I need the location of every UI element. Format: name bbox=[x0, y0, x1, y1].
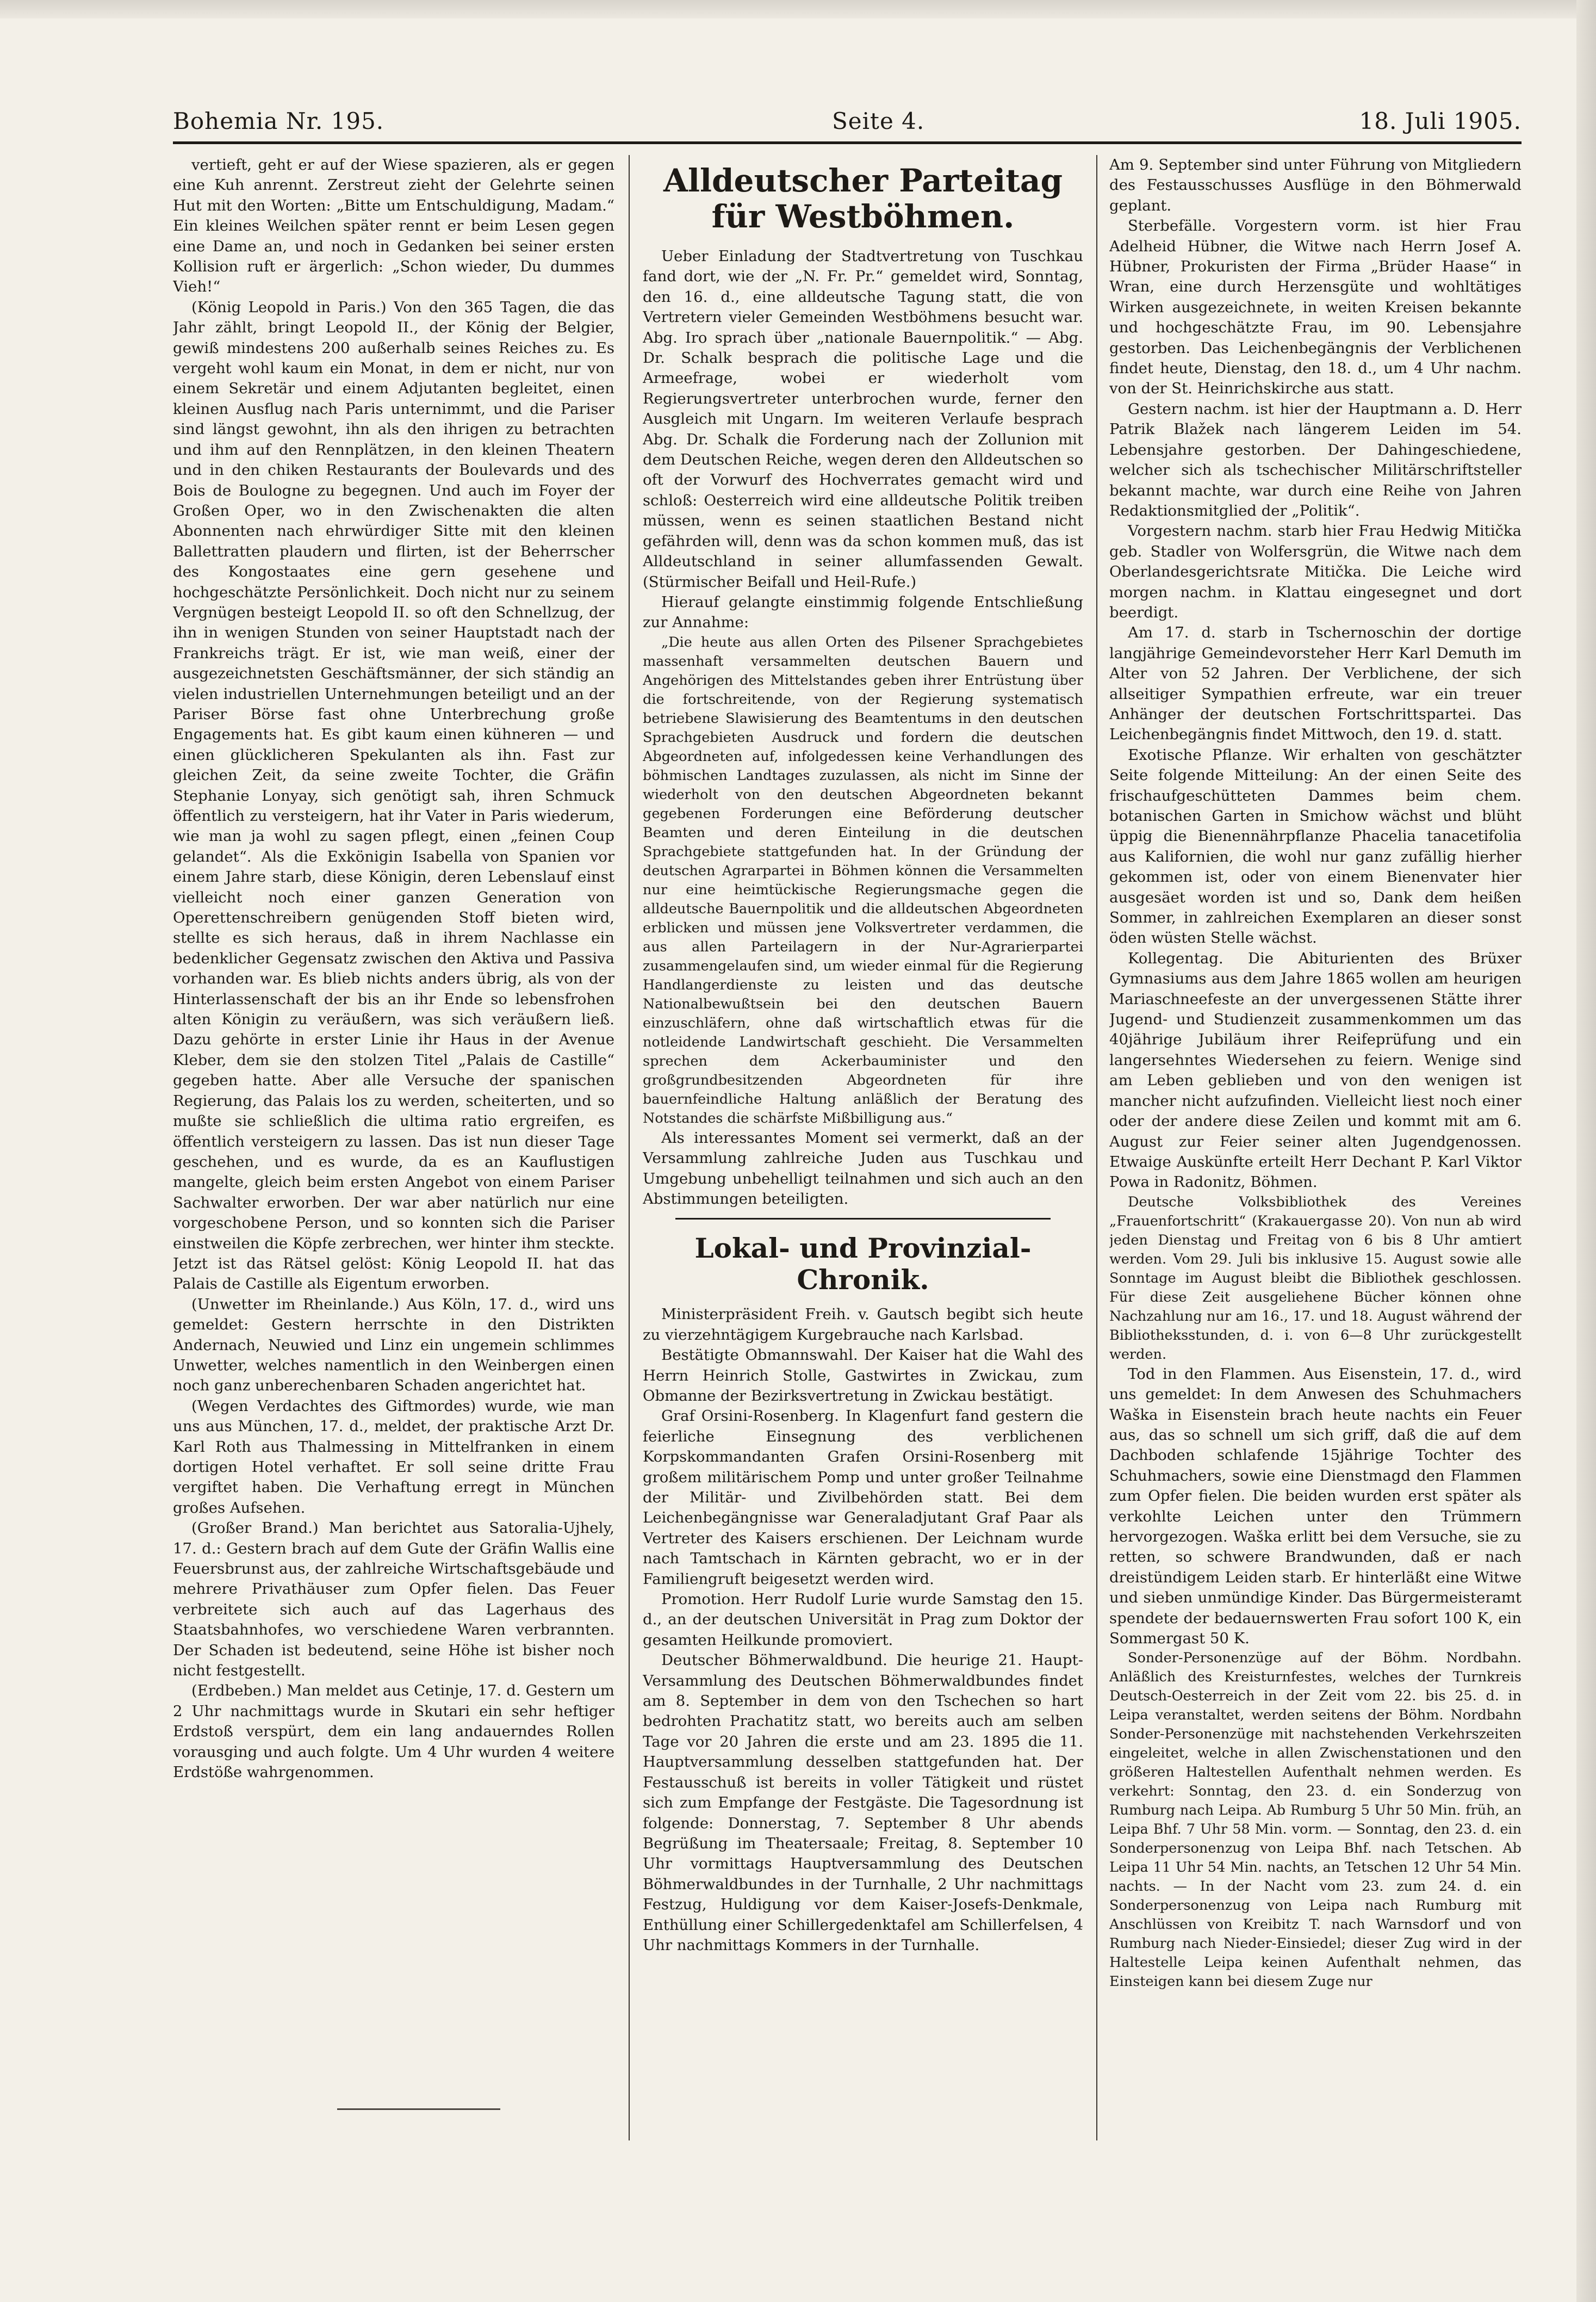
article-grosser-brand: (Großer Brand.) Man berichtet aus Satoralia-Ujhely, 17. d.: Gestern brach auf dem Gute der Gräfin Wallis eine Feuersbrunst aus, der zahlreiche Wirtschaftsgebäude und mehrere Privathäuser zum Opfer fielen. Das Feuer verbreitete sich auch auf das Lagerhaus des Staatsbahnhofes, wo verschiedene Waren verbrannten. Der Schaden ist bedeutend, seine Höhe ist bisher noch nicht festgestellt. bbox=[173, 1519, 614, 1680]
article-paragraph: Am 17. d. starb in Tschernoschin der dortige langjährige Gemeindevorsteher Herr Karl Demuth im Alter von 52 Jahren. Der Verblichene, der sich allseitiger Sympathien erfreute, war ein treuer Anhänger der deutschen Fortschrittspartei. Das Leichenbegängnis findet Mittwoch, den 19. d. statt. bbox=[1109, 624, 1522, 744]
resolution-quote: „Die heute aus allen Orten des Pilsener Sprachgebietes massenhaft versammelten deutschen Bauern und Angehörigen des Mittelstandes geben ihrer Entrüstung über die fortschreitende, von der Regierung systematisch betriebene Slawisierung des Beamtentums in den deutschen Sprachgebieten Ausdruck und fordern die deutschen Abgeordneten auf, infolgedessen keine Verhandlungen des böhmischen Landtages zuzulassen, als nicht im Sinne der wiederholt von den deutschen Abgeordneten bekannt gegebenen Forderungen eine Beförderung deutscher Beamten und deren Einteilung in die deutschen Sprachgebiete stattgefunden hat. In der Gründung der deutschen Agrarpartei in Böhmen können die Versammelten nur eine heimtückische Regierungsmache gegen die alldeutsche Bauernpolitik und die alldeutschen Abgeordneten erblicken und müssen jene Volksvertreter verdammen, die aus allen Parteilagern in der Nur-Agrarierpartei zusammengelaufen sind, um wieder einmal für die Regierung Handlangerdienste zu leisten und das deutsche Nationalbewußtsein bei den deutschen Bauern einzuschläfern, ohne daß wirtschaftlich etwas für die notleidende Landwirtschaft geschieht. Die Versammelten sprechen dem Ackerbauminister und den großgrundbesitzenden Abgeordneten für ihre bauernfeindliche Haltung anläßlich der Beratung des Notstandes die schärfste Mißbilligung aus.“ bbox=[643, 634, 1083, 1127]
header-page-number: Seite 4. bbox=[832, 108, 925, 134]
column-3 bbox=[1109, 155, 1522, 2146]
article-sonderzuege: Sonder-Personenzüge auf der Böhm. Nordbahn. Anläßlich des Kreisturnfestes, welches der Turnkreis Deutsch-Oesterreich in der Zeit vom 22. bis 25. d. in Leipa veranstaltet, werden seitens der Böhm. Nordbahn Sonder-Personenzüge mit nachstehenden Verkehrszeiten eingeleitet, welche in allen Zwischenstationen und den größeren Haltestellen Aufenthalt nehmen werden. Es verkehrt: Sonntag, den 23. d. ein Sonderzug von Rumburg nach Leipa. Ab Rumburg 5 Uhr 50 Min. früh, an Leipa Bhf. 7 Uhr 58 Min. vorm. — Sonntag, den 23. d. ein Sonderpersonenzug von Leipa Bhf. nach Tetschen. Ab Leipa 11 Uhr 54 Min. nachts, an Tetschen 12 Uhr 54 Min. nachts. — In der Nacht vom 23. zum 24. d. ein Sonderpersonenzug von Leipa nach Rumburg mit Anschlüssen von Kreibitz T. nach Warnsdorf und von Rumburg nach Nieder-Einsiedel; dieser Zug wird in der Haltestelle Leipa keinen Aufenthalt nehmen, das Einsteigen kann bei diesem Zuge nur bbox=[1109, 1650, 1522, 1990]
article-erdbeben: (Erdbeben.) Man meldet aus Cetinje, 17. d. Gestern um 2 Uhr nachmittags wurde in Skutari ein sehr heftiger Erdstoß verspürt, dem ein lang andauerndes Rollen vorausging und auch folgte. Um 4 Uhr wurden 4 weitere Erdstöße wahrgenommen. bbox=[173, 1682, 614, 1781]
article-paragraph: Ueber Einladung der Stadtvertretung von Tuschkau fand dort, wie der „N. Fr. Pr.“ gemeldet wird, Sonntag, den 16. d., eine alldeutsche Tagung statt, die von Vertretern vieler Gemeinden Westböhmens besucht war. Abg. Iro sprach über „nationale Bauernpolitik.“ — Abg. Dr. Schalk besprach die politische Lage und die Armeefrage, wobei er wiederholt vom Regierungsvertreter unterbrochen wurde, ferner den Ausgleich mit Ungarn. Im weiteren Verlaufe besprach Abg. Dr. Schalk die Forderung nach der Zollunion mit dem Deutschen Reiche, wegen deren den Alldeutschen so oft der Vorwurf des Hochverrates gemacht wird und schloß: Oesterreich wird eine alldeutsche Politik treiben müssen, wenn es seinen staatlichen Bestand nicht gefährden will, denn was da schon kommen muß, das ist Alldeutschland in seiner allumfassenden Gewalt. (Stürmischer Beifall und Heil-Rufe.) bbox=[643, 247, 1083, 591]
article-volksbibliothek: Deutsche Volksbibliothek des Vereines „Frauenfortschritt“ (Krakauergasse 20). Von nun ab wird jeden Dienstag und Freitag von 6 bis 8 Uhr amtiert werden. Vom 29. Juli bis inklusive 15. August sowie alle Sonntage im August bleibt die Bibliothek geschlossen. Für diese Zeit ausgeliehene Bücher können ohne Nachzahlung nur am 16., 17. und 18. August während der Bibliotheksstunden, d. i. von 6—8 Uhr zurückgestellt werden. bbox=[1109, 1193, 1522, 1363]
article-paragraph: Gestern nachm. ist hier der Hauptmann a. D. Herr Patrik Blažek nach längerem Leiden im 54. Lebensjahre gestorben. Der Dahingeschiedene, welcher sich als tschechischer Militärschriftsteller bekannt machte, war durch eine Reihe von Jahren Redaktionsmitglied der „Politik“. bbox=[1109, 400, 1522, 519]
article-paragraph: Als interessantes Moment sei vermerkt, daß an der Versammlung zahlreiche Juden aus Tuschkau und Umgebung unbehelligt teilnahmen und sich auch an den Abstimmungen beteiligten. bbox=[643, 1129, 1083, 1208]
header-date: 18. Juli 1905. bbox=[1359, 108, 1522, 134]
article-koenig-leopold: (König Leopold in Paris.) Von den 365 Tagen, die das Jahr zählt, bringt Leopold II., der König der Belgier, gewiß mindestens 200 außerhalb seines Reiches zu. Es vergeht wohl kaum ein Monat, in dem er nicht, nur von einem Sekretär und einem Adjutanten begleitet, einen kleinen Ausflug nach Paris unternimmt, und die Pariser sind längst gewohnt, ihn als den ihrigen zu betrachten und ihm auf den Rennplätzen, in den kleinen Theatern und in den chiken Restaurants der Boulevards und des Bois de Boulogne zu begegnen. Und auch im Foyer der Großen Oper, wo in den Zwischenakten die alten Abonnenten nach ehrwürdiger Sitte mit den kleinen Ballettratten plaudern und flirten, ist der Beherrscher des Kongostaates eine gern gesehene und hochgeschätzte Persönlichkeit. Doch nicht nur zu seinem Vergnügen besteigt Leopold II. so oft den Schnellzug, der ihn in wenigen Stunden von seiner Hauptstadt nach der Frankreichs trägt. Er ist, wie man weiß, einer der ausgezeichnetsten Geschäftsmänner, der sich ständig an vielen industriellen Unternehmungen beteiligt und an der Pariser Börse fast ohne Unterbrechung große Engagements hat. Es gibt kaum einen kühneren — und einen glücklicheren Spekulanten als ihn. Fast zur gleichen Zeit, da seine zweite Tochter, die Gräfin Stephanie Lonyay, sich genötigt sah, ihren Schmuck öffentlich zu versteigern, hat ihr Vater in Paris wiederum, wie man ja wohl zu sagen pflegt, einen „feinen Coup gelandet“. Als die Exkönigin Isabella von Spanien vor einem Jahre starb, diese Königin, deren Lebenslauf einst vielleicht noch einer ganzen Generation von Operettenschreibern genügenden Stoff bieten wird, stellte es sich heraus, daß in ihrem Nachlasse ein bedenklicher Gegensatz zwischen den Aktiva und Passiva vorhanden war. Es blieb nichts anders übrig, als von der Hinterlassenschaft der bis an ihr Ende so lebensfrohen alten Königin zu veräußern, was sich veräußern ließ. Dazu gehörte in erster Linie ihr Haus in der Avenue Kleber, dem sie den stolzen Titel „Palais de Castille“ gegeben hatte. Aber alle Versuche der spanischen Regierung, das Palais los zu werden, scheiterten, und so mußte sie schließlich die ultima ratio ergreifen, es öffentlich versteigern zu lassen. Das ist nun dieser Tage geschehen, und es wurde, da es an Kauflustigen mangelte, gleich beim ersten Angebot von einem Pariser Sachwalter erworben. Der war aber natürlich nur eine vorgeschobene Person, und so konnten sich die Pariser einstweilen die Köpfe zerbrechen, wer hinter ihm steckte. Jetzt ist das Rätsel gelöst: König Leopold II. hat das Palais de Castille als Eigentum erworben. bbox=[173, 298, 614, 1293]
article-exotische-pflanze: Exotische Pflanze. Wir erhalten von geschätzter Seite folgende Mitteilung: An der einen Seite des frischaufgeschütteten Dammes beim chem. botanischen Garten in Smichow wächst und blüht üppig die Bienennährpflanze Phacelia tanacetifolia aus Kalifornien, die wohl nur ganz zufällig hierher gekommen ist, oder von einem Bienenvater hier ausgesäet worden ist und so, Dank dem heißen Sommer, in zahlreichen Exemplaren an dieser sonst öden wüsten Stelle wächst. bbox=[1109, 746, 1522, 947]
column-1 bbox=[173, 155, 614, 2135]
end-mark bbox=[337, 2108, 500, 2110]
article-paragraph: Hierauf gelangte einstimmig folgende Entschließung zur Annahme: bbox=[643, 593, 1083, 632]
column-divider-2 bbox=[1096, 155, 1097, 2140]
scan-edge-right bbox=[1576, 0, 1596, 2302]
article-tod-in-flammen: Tod in den Flammen. Aus Eisenstein, 17. d., wird uns gemeldet: In dem Anwesen des Schuhmachers Waška in Eisenstein brach heute nachts ein Feuer aus, das so schnell um sich griff, daß die auf dem Dachboden schlafende 15jährige Tochter des Schuhmachers, sowie eine Dienstmagd den Flammen zum Opfer fielen. Die beiden wurden erst später als verkohlte Leichen unter den Trümmern hervorgezogen. Waška erlitt bei dem Versuche, sie zu retten, so schwere Brandwunden, daß er nach dreistündigem Leiden starb. Er hinterläßt eine Witwe und sieben unmündige Kinder. Das Bürgermeisteramt spendete der bedauernswerten Frau sofort 100 K, ein Sommergast 50 K. bbox=[1109, 1365, 1522, 1647]
column-2 bbox=[643, 155, 1083, 2146]
article-paragraph: Am 9. September sind unter Führung von Mitgliedern des Festausschusses Ausflüge in den Böhmerwald geplant. bbox=[1109, 156, 1522, 214]
article-boehmerwaldbund: Deutscher Böhmerwaldbund. Die heurige 21. Haupt-Versammlung des Deutschen Böhmerwaldbundes findet am 8. September in dem von den Tschechen so hart bedrohten Prachatitz statt, wo bereits auch am selben Tage vor 20 Jahren die erste und am 23. 1895 die 11. Hauptversammlung desselben stattgefunden hat. Der Festausschuß ist bereits in voller Tätigkeit und rüstet sich zum Empfange der Festgäste. Die Tagesordnung ist folgende: Donnerstag, 7. September 8 Uhr abends Begrüßung im Theatersaale; Freitag, 8. September 10 Uhr vormittags Hauptversammlung des Deutschen Böhmerwaldbundes in der Turnhalle, 2 Uhr nachmittags Festzug, Huldigung vor dem Kaiser-Josefs-Denkmale, Enthüllung einer Schillergedenktafel am Schillerfelsen, 4 Uhr nachmittags Kommers in der Turnhalle. bbox=[643, 1651, 1083, 1954]
article-sterbefaelle: Sterbefälle. Vorgestern vorm. ist hier Frau Adelheid Hübner, die Witwe nach Herrn Josef A. Hübner, Prokuristen der Firma „Brüder Haase“ in Wran, eine durch Herzensgüte und wohltätiges Wirken ausgezeichnete, in weiten Kreisen bekannte und hochgeschätzte Frau, im 90. Lebensjahre gestorben. Das Leichenbegängnis der Verblichenen findet heute, Dienstag, den 18. d., um 4 Uhr nachm. von der St. Heinrichskirche aus statt. bbox=[1109, 217, 1522, 398]
section-headline: Lokal- und Provinzial-Chronik. bbox=[694, 1232, 1032, 1296]
article-obmannswahl: Bestätigte Obmannswahl. Der Kaiser hat die Wahl des Herrn Heinrich Stolle, Gastwirtes in Zwickau, zum Obmanne der Bezirksvertretung in Zwickau bestätigt. bbox=[643, 1346, 1083, 1404]
article-orsini-rosenberg: Graf Orsini-Rosenberg. In Klagenfurt fand gestern die feierliche Einsegnung des verblichenen Korpskommandanten Grafen Orsini-Rosenberg mit großem militärischem Pomp und unter großer Teilnahme der Militär- und Zivilbehörden statt. Bei dem Leichenbegängnisse war Generaladjutant Graf Paar als Vertreter des Kaisers erschienen. Der Leichnam wurde nach Tamtschach in Kärnten gebracht, wo er in der Familiengruft beigesetzt werden wird. bbox=[643, 1407, 1083, 1588]
article-kollegentag: Kollegentag. Die Abiturienten des Brüxer Gymnasiums aus dem Jahre 1865 wollen am heurigen Mariaschneefeste an der unvergessenen Stätte ihrer Jugend- und Studienzeit zusammenkommen um das 40jährige Jubiläum ihrer Reifeprüfung und ein langersehntes Wiedersehen zu feiern. Wenige sind am Leben geblieben und von den wenigen ist mancher nicht aufzufinden. Vielleicht liest noch einer oder der andere diese Zeilen und kommt mit am 6. August zur Feier seiner alten Jugendgenossen. Etwaige Auskünfte erteilt Herr Dechant P. Karl Viktor Powa in Radonitz, Böhmen. bbox=[1109, 949, 1522, 1191]
article-paragraph: vertieft, geht er auf der Wiese spazieren, als er gegen eine Kuh anrennt. Zerstreut zieht der Gelehrte seinen Hut mit den Worten: „Bitte um Entschuldigung, Madam.“ Ein kleines Weilchen später rennt er beim Lesen gegen eine Dame an, und noch in Gedanken bei seiner ersten Kollision ruft er ärgerlich: „Schon wieder, Du dummes Vieh!“ bbox=[173, 156, 614, 296]
article-unwetter: (Unwetter im Rheinlande.) Aus Köln, 17. d., wird uns gemeldet: Gestern herrschte in den Distrikten Andernach, Neuwied und Linz ein ungemein schlimmes Unwetter, welches namentlich in den Weinbergen einen noch ganz unberechenbaren Schaden angerichtet hat. bbox=[173, 1295, 614, 1395]
article-paragraph: Vorgestern nachm. starb hier Frau Hedwig Mitička geb. Stadler von Wolfersgrün, die Witwe nach dem Oberlandesgerichtsrate Mitička. Die Leiche wird morgen nachm. in Klattau eingesegnet und dort beerdigt. bbox=[1109, 522, 1522, 621]
scan-edge-top bbox=[0, 0, 1596, 18]
page-header bbox=[173, 103, 1522, 141]
article-headline: Alldeutscher Parteitag für Westböhmen. bbox=[663, 162, 1063, 235]
section-rule bbox=[675, 1218, 1051, 1220]
article-promotion: Promotion. Herr Rudolf Lurie wurde Samstag den 15. d., an der deutschen Universität in Prag zum Doktor der gesamten Heilkunde promoviert. bbox=[643, 1591, 1083, 1649]
header-newspaper-issue: Bohemia Nr. 195. bbox=[173, 108, 384, 134]
column-divider-1 bbox=[629, 155, 630, 2140]
header-rule bbox=[173, 141, 1522, 144]
article-ministerpraesident: Ministerpräsident Freih. v. Gautsch begibt sich heute zu vierzehntägigem Kurgebrauche nach Karlsbad. bbox=[643, 1305, 1083, 1344]
article-giftmord: (Wegen Verdachtes des Giftmordes) wurde, wie man uns aus München, 17. d., meldet, der praktische Arzt Dr. Karl Roth aus Thalmessing in Mittelfranken in einem dortigen Hotel verhaftet. Er soll seine dritte Frau vergiftet haben. Die Verhaftung erregt in München großes Aufsehen. bbox=[173, 1397, 614, 1517]
